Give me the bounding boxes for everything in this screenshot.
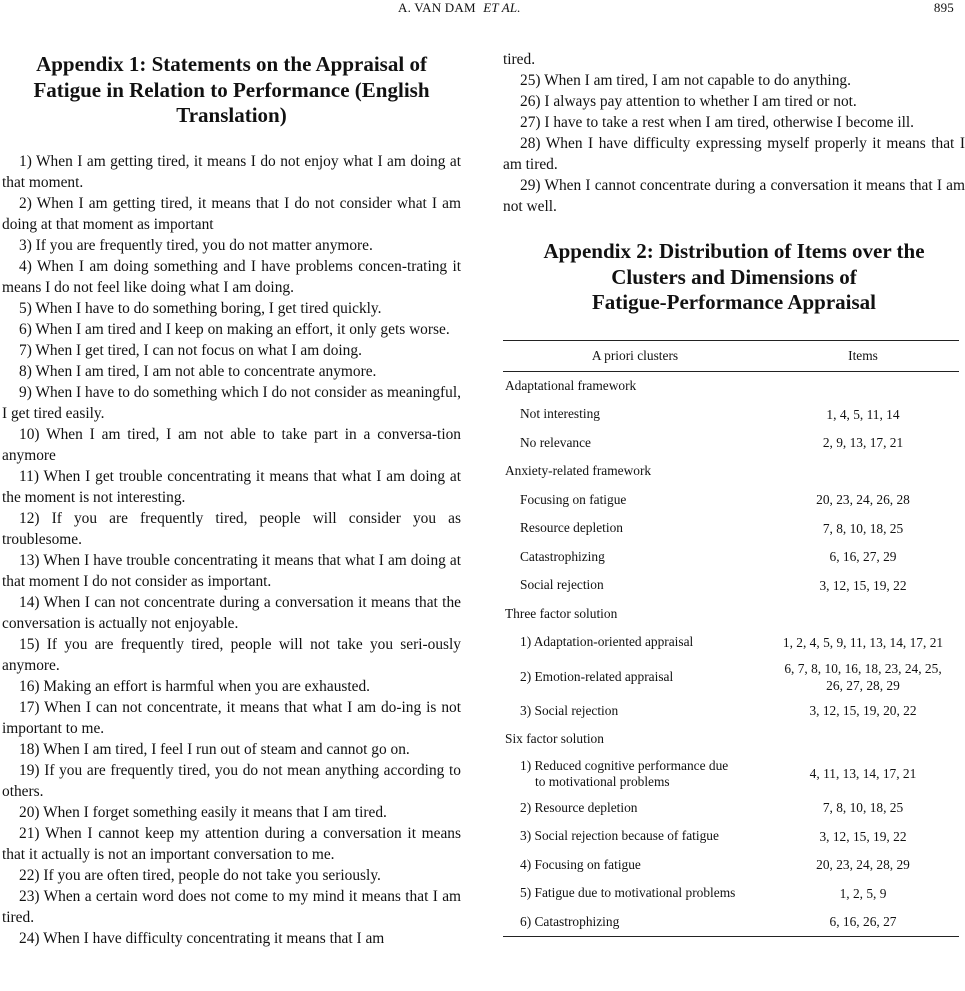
appendix-1-title-line: Fatigue in Relation to Performance (English — [33, 77, 430, 102]
page-number: 895 — [933, 0, 954, 15]
table-row — [503, 400, 959, 429]
items-cell: 3, 12, 15, 19, 20, 22 — [809, 703, 917, 719]
cluster-label — [503, 754, 767, 794]
cluster-label: No relevance — [520, 434, 592, 450]
table-row — [503, 514, 959, 543]
table-row — [503, 571, 959, 600]
table-row — [503, 879, 959, 908]
cluster-label: 4) Focusing on fatigue — [520, 856, 641, 872]
items-cell — [767, 725, 959, 754]
statement-item: 7) When I get tired, I can not focus on what I am doing. — [19, 341, 362, 359]
items-cell — [767, 600, 959, 629]
cluster-label: 1) Adaptation-oriented appraisal — [520, 634, 694, 650]
statement-item: 12) If you are frequently tired, people will consider you as troublesome. — [2, 509, 461, 548]
appendix-2-title-line: Appendix 2: Distribution of Items over the — [543, 239, 925, 263]
items-cell: 6, 16, 26, 27 — [829, 914, 897, 930]
cluster-label: 6) Catastrophizing — [520, 913, 620, 929]
statement-item: 17) When I can not concentrate, it means that what I am do-ing is not important to me. — [2, 698, 461, 737]
statement-item: 13) When I have trouble concentrating it means that what I am doing at that moment I do not consider as important. — [2, 551, 461, 590]
table-row — [503, 851, 959, 880]
statement-item: 11) When I get trouble concentrating it means that what I am doing at the moment is not interesting. — [2, 467, 461, 506]
cluster-label: 3) Social rejection because of fatigue — [520, 828, 719, 844]
items-cell: 20, 23, 24, 26, 28 — [816, 492, 910, 508]
statement-list-right — [503, 70, 965, 217]
cluster-label-line: to motivational problems — [535, 773, 670, 789]
items-cell: 1, 2, 4, 5, 9, 11, 13, 14, 17, 21 — [782, 634, 944, 650]
items-cell — [767, 371, 959, 400]
items-cell: 7, 8, 10, 18, 25 — [822, 520, 904, 536]
column-header-clusters: A priori clusters — [503, 340, 767, 371]
cluster-group-label: Anxiety-related framework — [505, 463, 652, 479]
statement-item: 23) When a certain word does not come to my mind it means that I am tired. — [2, 887, 461, 926]
cluster-label-wrap — [520, 758, 728, 790]
statement-item: 29) When I cannot concentrate during a conversation it means that I am not well. — [503, 177, 965, 215]
running-header — [0, 0, 965, 20]
items-cell: 3, 12, 15, 19, 22 — [819, 577, 907, 593]
table-group-row — [503, 371, 959, 400]
statement-item: 27) I have to take a rest when I am tired, otherwise I become ill. — [520, 114, 915, 131]
cluster-label: 2) Resource depletion — [520, 799, 638, 815]
statement-item: 16) Making an effort is harmful when you are exhausted. — [19, 677, 371, 695]
table-group-row — [503, 725, 959, 754]
cluster-label: Focusing on fatigue — [520, 491, 627, 507]
statement-item: 6) When I am tired and I keep on making an effort, it only gets worse. — [19, 320, 450, 338]
table-group-row — [503, 600, 959, 629]
cluster-group-label: Adaptational framework — [505, 377, 637, 393]
statement-item: 20) When I forget something easily it means that I am tired. — [19, 803, 387, 821]
items-cell: 2, 9, 13, 17, 21 — [822, 435, 904, 451]
table-row — [503, 908, 959, 937]
statement-item: 10) When I am tired, I am not able to take part in a conversa-tion anymore — [2, 425, 461, 464]
statement-item: 24) When I have difficulty concentrating it means that I am — [19, 929, 385, 947]
items-cell: 1, 4, 5, 11, 14 — [826, 406, 900, 422]
column-header-items: Items — [767, 340, 959, 371]
statement-list-left — [2, 151, 461, 949]
statement-item: 9) When I have to do something which I do not consider as meaningful, I get tired easily. — [2, 383, 461, 422]
items-cell — [767, 457, 959, 486]
statement-item: 28) When I have difficulty expressing myself properly it means that I am tired. — [503, 135, 965, 173]
running-header-authors — [398, 0, 521, 16]
statement-item: 18) When I am tired, I feel I run out of steam and cannot go on. — [19, 740, 410, 758]
table-row — [503, 697, 959, 726]
table-body — [503, 371, 959, 937]
clusters-table — [503, 340, 959, 938]
author-name: A. VAN DAM — [398, 0, 476, 15]
cluster-label: Social rejection — [520, 577, 604, 593]
table-row — [503, 822, 959, 851]
items-cell: 3, 12, 15, 19, 22 — [819, 828, 907, 844]
et-al: ET AL. — [483, 0, 521, 15]
items-cell: 1, 2, 5, 9 — [839, 885, 887, 901]
statement-item: 5) When I have to do something boring, I get tired quickly. — [19, 299, 382, 317]
appendix-1-title — [2, 52, 461, 129]
table-group-row — [503, 457, 959, 486]
appendix-1-title-line: Appendix 1: Statements on the Appraisal of — [36, 52, 427, 76]
statement-item: 1) When I am getting tired, it means I do not enjoy what I am doing at that moment. — [2, 152, 461, 191]
right-column — [503, 49, 965, 937]
left-column — [2, 52, 461, 949]
table-row — [503, 628, 959, 657]
cluster-group-label: Three factor solution — [505, 605, 618, 621]
items-cell: 7, 8, 10, 18, 25 — [822, 800, 904, 816]
statement-item: 2) When I am getting tired, it means that I do not consider what I am doing at that moment as important — [2, 194, 461, 233]
items-line: 26, 27, 28, 29 — [826, 677, 900, 693]
cluster-group-label: Six factor solution — [505, 731, 604, 747]
items-cell: 6, 16, 27, 29 — [829, 549, 897, 565]
statement-item: 3) If you are frequently tired, you do not matter anymore. — [19, 236, 373, 254]
cluster-label: Not interesting — [520, 406, 600, 422]
appendix-2-title-line: Clusters and Dimensions of — [611, 264, 857, 289]
statement-item: 8) When I am tired, I am not able to concentrate anymore. — [19, 362, 377, 380]
statement-item: 19) If you are frequently tired, you do not mean anything according to others. — [2, 761, 461, 800]
statement-item: 15) If you are frequently tired, people will not take you seri-ously anymore. — [2, 635, 461, 674]
appendix-1-title-line: Translation) — [176, 103, 287, 127]
table-row — [503, 486, 959, 515]
statement-item: 26) I always pay attention to whether I am tired or not. — [520, 93, 857, 110]
statement-item: 22) If you are often tired, people do not take you seriously. — [19, 866, 381, 884]
statement-item: 21) When I cannot keep my attention during a conversation it means that it actually is not an important conversation to me. — [2, 824, 461, 863]
items-cell: 20, 23, 24, 28, 29 — [816, 857, 910, 873]
cluster-label-line: 1) Reduced cognitive performance due — [520, 757, 729, 773]
table-row — [503, 794, 959, 823]
items-cell — [767, 657, 959, 697]
statement-item: 14) When I can not concentrate during a conversation it means that the conversation is actually not enjoyable. — [2, 593, 461, 632]
table-header-row — [503, 340, 959, 371]
table-row — [503, 657, 959, 697]
items-cell: 4, 11, 13, 14, 17, 21 — [809, 766, 917, 781]
appendix-2-title-line: Fatigue-Performance Appraisal — [591, 290, 877, 314]
statement-item: 4) When I am doing something and I have problems concen-trating it means I do not feel like doing what I am doing. — [2, 257, 461, 296]
cluster-label: Resource depletion — [520, 520, 623, 536]
appendix-2-title — [503, 239, 965, 316]
cluster-label: 2) Emotion-related appraisal — [520, 668, 674, 684]
cluster-label: 5) Fatigue due to motivational problems — [520, 885, 736, 901]
statement-continuation: tired. — [503, 51, 536, 68]
statement-item: 25) When I am tired, I am not capable to do anything. — [520, 72, 851, 89]
cluster-label: 3) Social rejection — [520, 702, 619, 718]
items-line: 6, 7, 8, 10, 16, 18, 23, 24, 25, — [784, 660, 942, 676]
cluster-label: Catastrophizing — [520, 548, 605, 564]
table-row — [503, 754, 959, 794]
table-row — [503, 543, 959, 572]
table-row — [503, 429, 959, 458]
